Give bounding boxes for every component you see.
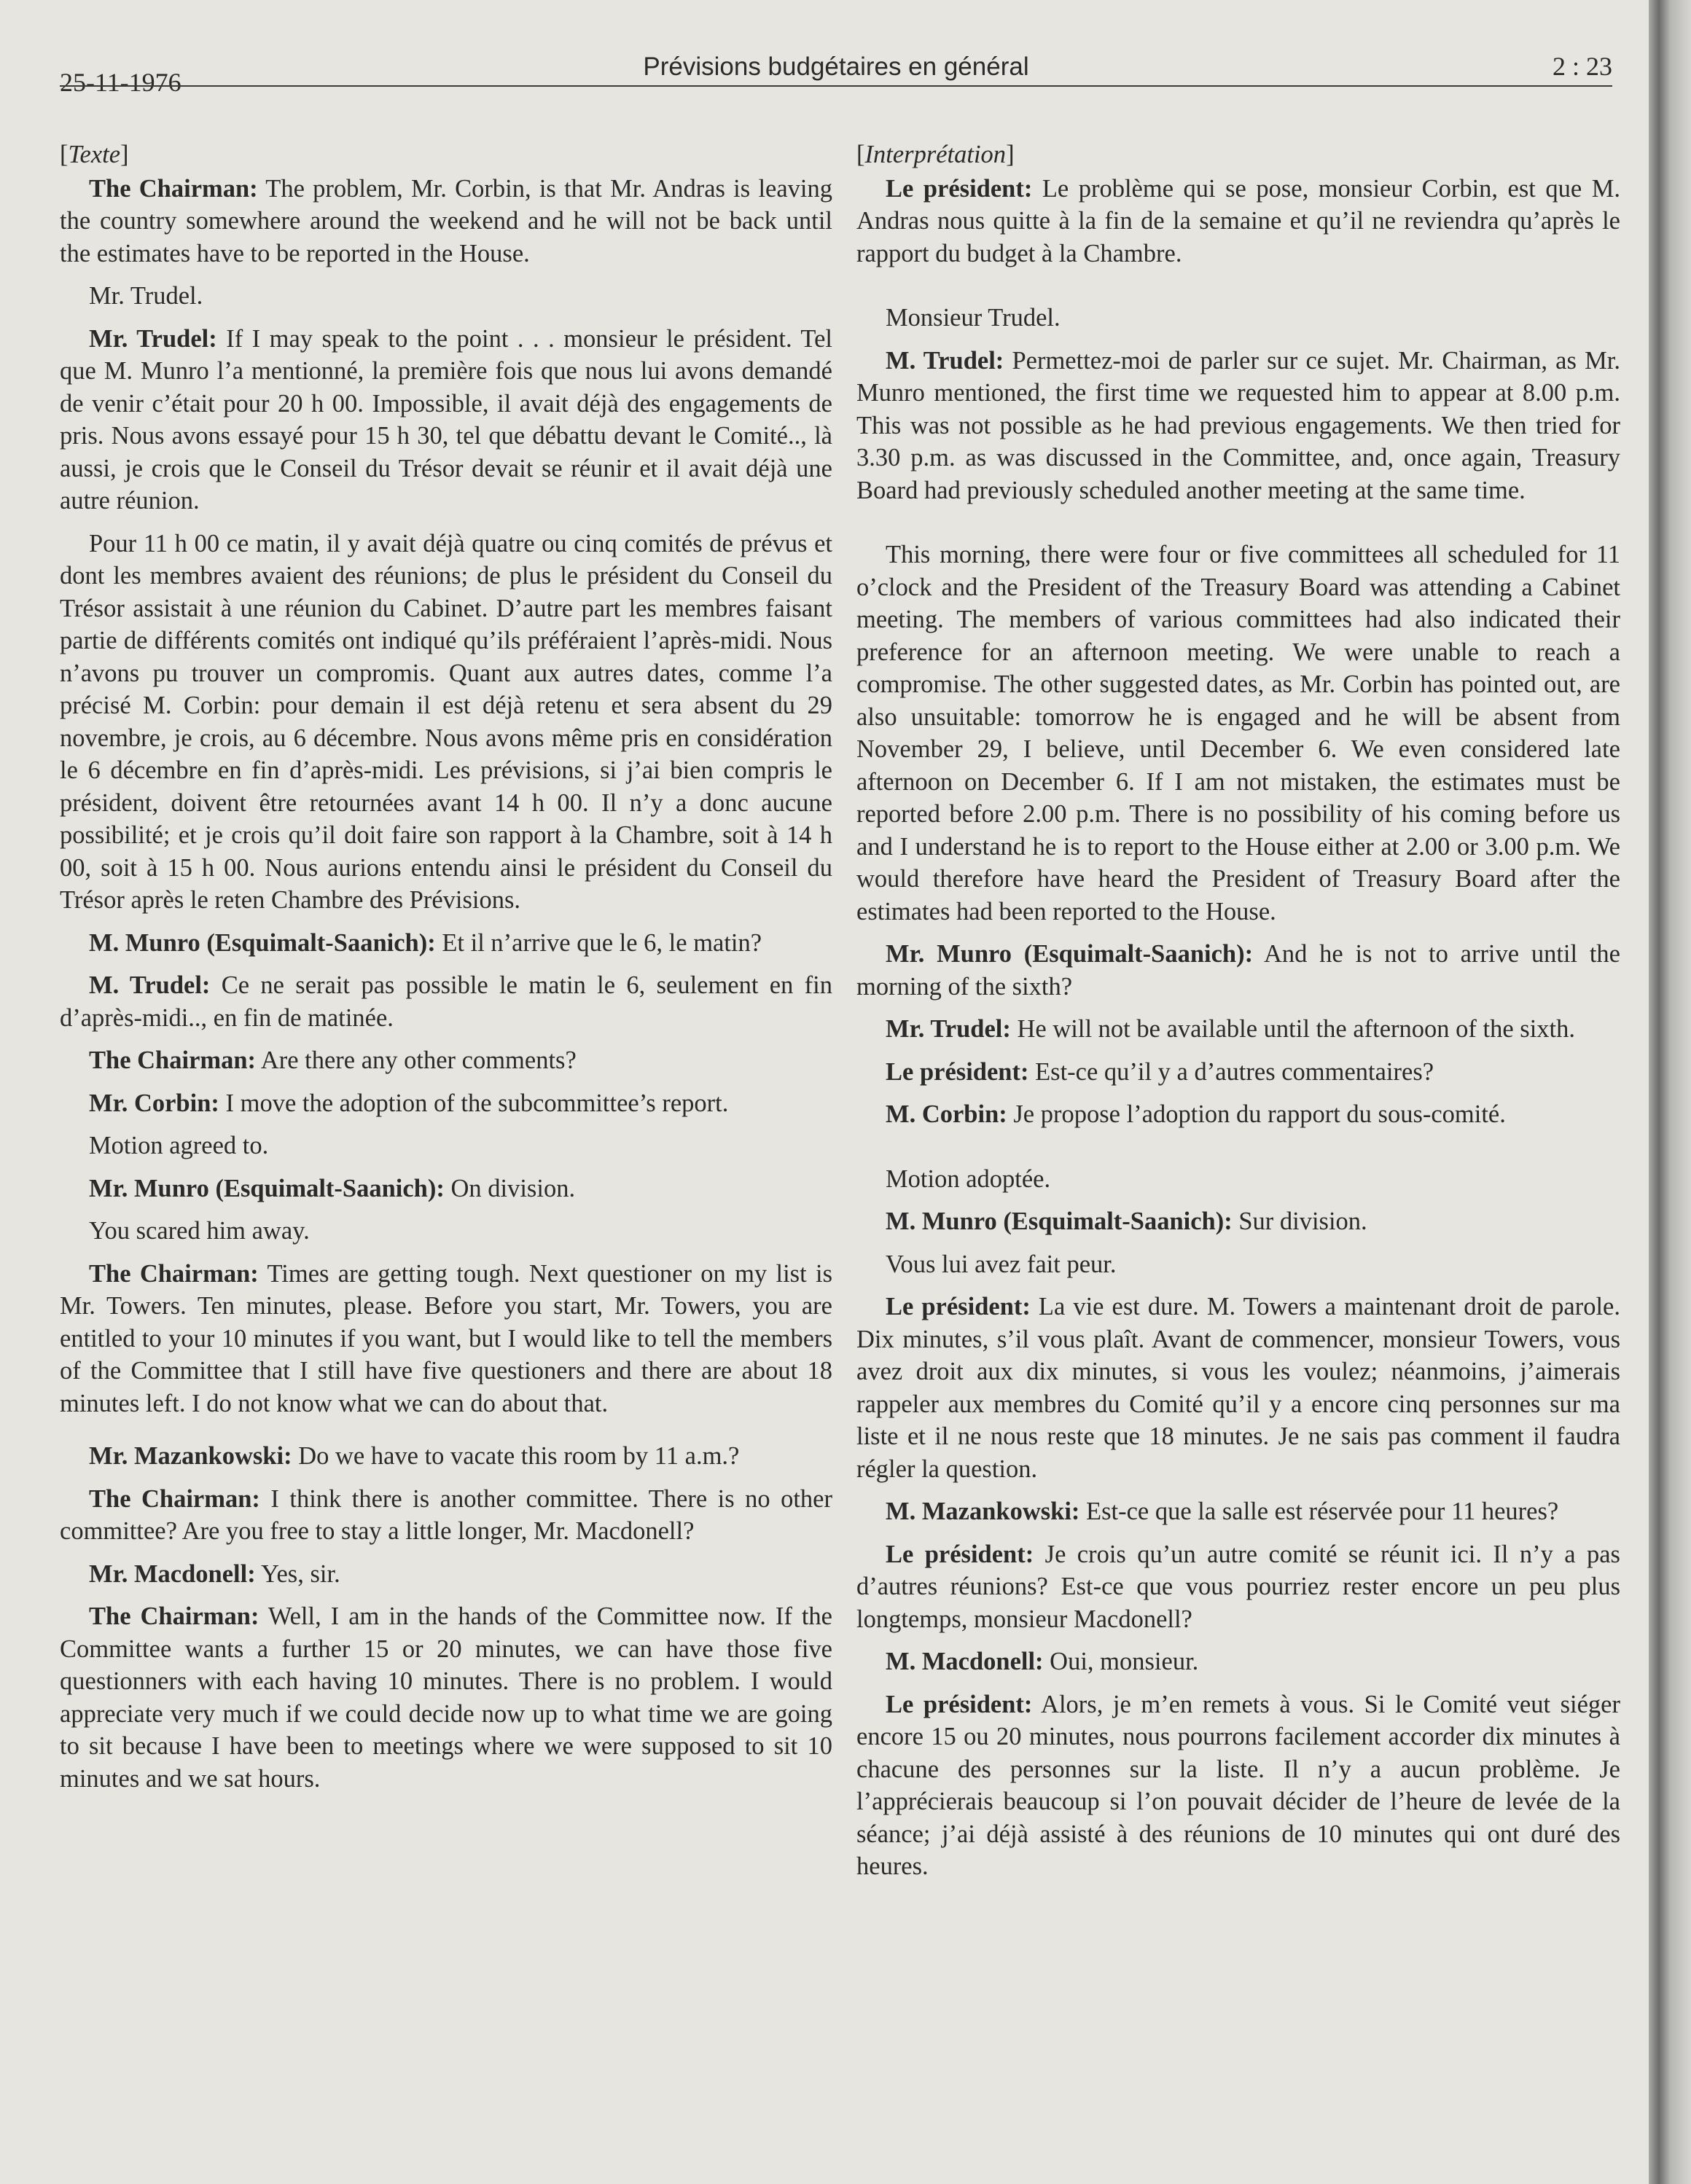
- header-date: 25-11-1976: [60, 68, 181, 97]
- speaker-name: Le président:: [886, 174, 1033, 203]
- header-rule: [60, 85, 1612, 87]
- speaker-name: M. Trudel:: [886, 346, 1004, 375]
- paragraph: This morning, there were four or five committees all scheduled for 11 o’clock and the President of the Treasury Board was attending a Cabinet meeting. The members of various committees had also indicated their preference for an afternoon meeting. We were unable to reach a compromise. The other suggested dates, as Mr. Corbin has pointed out, are also unsuitable: tomorrow he is engaged and he will be absent from November 29, I believe, until December 6. We even considered late afternoon on December 6. If I am not mistaken, the estimates must be reported before 2.00 p.m. There is no possibility of his coming before us and I understand he is to report to the House either at 2.00 or 3.00 p.m. We would therefore have heard the President of Treasury Board after the estimates had been reported to the House.: [856, 541, 1620, 925]
- paragraph: Le président: Alors, je m’en remets à vous. Si le Comité veut siéger encore 15 ou 20 minutes, nous pourrons facilement accorder dix minutes à chacune des personnes sur la liste. Il n’y a aucun problème. Je l’apprécierais beaucoup si l’on pouvait décider de l’heure de levée de la séance; j’ai déjà assisté à des réunions de 10 minutes qui ont duré des heures.: [856, 1690, 1620, 1880]
- paragraph: M. Munro (Esquimalt-Saanich): Et il n’arrive que le 6, le matin?: [89, 928, 762, 957]
- paragraph: Mr. Mazankowski: Do we have to vacate this room by 11 a.m.?: [89, 1442, 740, 1470]
- paragraph: Le président: Est-ce qu’il y a d’autres commentaires?: [886, 1057, 1434, 1086]
- left-column: [60, 138, 832, 1805]
- paragraph: Motion agreed to.: [89, 1132, 269, 1159]
- speaker-name: The Chairman:: [89, 1602, 259, 1630]
- paragraph: M. Munro (Esquimalt-Saanich): Sur division.: [886, 1208, 1367, 1235]
- speaker-name: M. Corbin:: [886, 1100, 1007, 1128]
- speaker-name: Mr. Corbin:: [89, 1089, 219, 1117]
- speaker-name: Mr. Mazankowski:: [89, 1442, 292, 1470]
- speaker-name: The Chairman:: [89, 1046, 257, 1074]
- paragraph: M. Corbin: Je propose l’adoption du rapport du sous-comité.: [886, 1100, 1506, 1128]
- page-header: [60, 44, 1612, 97]
- paragraph: M. Trudel: Permettez-moi de parler sur ce sujet. Mr. Chairman, as Mr. Munro mentioned, the first time we requested him to appear at 8.00 p.m. This was not possible as he had previous engagements. We then tried for 3.30 p.m. as was discussed in the Committee, and, once again, Treasury Board had previously scheduled another meeting at the same time.: [856, 346, 1620, 504]
- paragraph: The Chairman: Times are getting tough. Next questioner on my list is Mr. Towers. Ten minutes, please. Before you start, Mr. Towers, you are entitled to your 10 minutes if you want, but I would like to tell the members of the Committee that I still have five questioners and there are about 18 minutes left. I do not know what we can do about that.: [60, 1259, 832, 1417]
- speaker-name: Mr. Macdonell:: [89, 1559, 256, 1588]
- paragraph: Mr. Macdonell: Yes, sir.: [89, 1559, 340, 1588]
- paragraph: M. Macdonell: Oui, monsieur.: [886, 1648, 1199, 1675]
- paragraph: Mr. Trudel: He will not be available until the afternoon of the sixth.: [886, 1015, 1576, 1043]
- right-column: [856, 138, 1620, 1893]
- speaker-name: M. Mazankowski:: [886, 1498, 1080, 1525]
- column-tag: [Interprétation]: [856, 141, 1015, 168]
- column-tag: [Texte]: [60, 141, 129, 168]
- speaker-name: M. Trudel:: [89, 971, 211, 999]
- header-page-number: 2 : 23: [1552, 52, 1612, 81]
- paragraph: M. Mazankowski: Est-ce que la salle est réservée pour 11 heures?: [886, 1498, 1559, 1525]
- paragraph: The Chairman: The problem, Mr. Corbin, is that Mr. Andras is leaving the country somewhere around the weekend and he will not be back until the estimates have to be reported in the House.: [60, 174, 832, 267]
- paragraph: The Chairman: Are there any other comments?: [89, 1046, 577, 1074]
- paragraph: The Chairman: I think there is another committee. There is no other committee? Are you free to stay a little longer, Mr. Macdonell?: [60, 1484, 832, 1545]
- paragraph: Mr. Munro (Esquimalt-Saanich): And he is not to arrive until the morning of the sixth?: [856, 940, 1620, 1001]
- speaker-name: M. Munro (Esquimalt-Saanich):: [89, 928, 436, 957]
- speaker-name: Mr. Munro (Esquimalt-Saanich):: [886, 940, 1254, 968]
- paragraph: Vous lui avez fait peur.: [886, 1250, 1117, 1278]
- paragraph: Le président: Je crois qu’un autre comité se réunit ici. Il n’y a pas d’autres réunions? Est-ce que vous pourriez rester encore un peu plus longtemps, monsieur Macdonell?: [856, 1540, 1620, 1633]
- speaker-name: Mr. Munro (Esquimalt-Saanich):: [89, 1174, 445, 1202]
- paragraph: Mr. Munro (Esquimalt-Saanich): On division.: [89, 1174, 576, 1202]
- paragraph: The Chairman: Well, I am in the hands of the Committee now. If the Committee wants a further 15 or 20 minutes, we can have those five questionners with each having 10 minutes. There is no problem. I would appreciate very much if we could decide now up to what time we are going to sit because I have been to meetings where we were supposed to sit 10 minutes and we sat hours.: [60, 1602, 832, 1793]
- paragraph: Pour 11 h 00 ce matin, il y avait déjà quatre ou cinq comités de prévus et dont les membres avaient des réunions; de plus le président du Conseil du Trésor assistait à une réunion du Cabinet. D’autre part les membres faisant partie de différents comités ont indiqué qu’ils préféraient l’après-midi. Nous n’avons pu trouver un compromis. Quant aux autres dates, comme l’a précisé M. Corbin: pour demain il est déjà retenu et sera absent du 29 novembre, je crois, au 6 décembre. Nous avons même pris en considération le 6 décembre en fin d’après-midi. Les prévisions, si j’ai bien compris le président, doivent être retournées avant 14 h 00. Il n’y a donc aucune possibilité; et je crois qu’il doit faire son rapport à la Chambre, soit à 14 h 00, soit à 15 h 00. Nous aurions entendu ainsi le président du Conseil du Trésor après le reten Chambre des Prévisions.: [60, 529, 832, 914]
- paragraph: Mr. Trudel: If I may speak to the point . . . monsieur le président. Tel que M. Munro l’a mentionné, la première fois que nous lui avons demandé de venir c’était pour 20 h 00. Impossible, il avait déjà des engagements de pris. Nous avons essayé pour 15 h 30, tel que débattu devant le Comité.., là aussi, je crois que le Conseil du Trésor devait se réunir et il avait déjà une autre réunion.: [60, 324, 832, 514]
- paragraph: Mr. Corbin: I move the adoption of the subcommittee’s report.: [89, 1089, 729, 1117]
- paragraph: Le président: La vie est dure. M. Towers a maintenant droit de parole. Dix minutes, s’il vous plaît. Avant de commencer, monsieur Towers, vous avez droit aux dix minutes, si vous les voulez; néanmoins, j’aimerais rappeler aux membres du Comité qu’il y a encore cinq personnes sur ma liste et il ne nous reste que 18 minutes. Je ne sais pas comment il faudra régler la question.: [856, 1293, 1620, 1483]
- paragraph: Mr. Trudel.: [89, 282, 203, 310]
- speaker-name: Le président:: [886, 1057, 1029, 1086]
- speaker-name: M. Munro (Esquimalt-Saanich):: [886, 1208, 1233, 1235]
- header-title: Prévisions budgétaires en général: [643, 52, 1029, 81]
- speaker-name: Mr. Trudel:: [886, 1015, 1011, 1043]
- speaker-name: Le président:: [886, 1293, 1031, 1320]
- speaker-name: Le président:: [886, 1690, 1033, 1718]
- speaker-name: Mr. Trudel:: [89, 324, 217, 353]
- paragraph: You scared him away.: [89, 1217, 310, 1245]
- paragraph: Le président: Le problème qui se pose, monsieur Corbin, est que M. Andras nous quitte à la fin de la semaine et qu’il ne reviendra qu’après le rapport du budget à la Chambre.: [856, 174, 1620, 267]
- paragraph: Monsieur Trudel.: [886, 304, 1061, 332]
- paragraph: M. Trudel: Ce ne serait pas possible le matin le 6, seulement en fin d’après-midi.., en fin de matinée.: [60, 971, 832, 1032]
- paragraph: Motion adoptée.: [886, 1165, 1051, 1193]
- page-binding-edge: [1649, 0, 1691, 2184]
- speaker-name: Le président:: [886, 1540, 1034, 1568]
- speaker-name: The Chairman:: [89, 1259, 259, 1288]
- speaker-name: The Chairman:: [89, 1484, 260, 1513]
- speaker-name: The Chairman:: [89, 174, 258, 203]
- speaker-name: M. Macdonell:: [886, 1648, 1044, 1675]
